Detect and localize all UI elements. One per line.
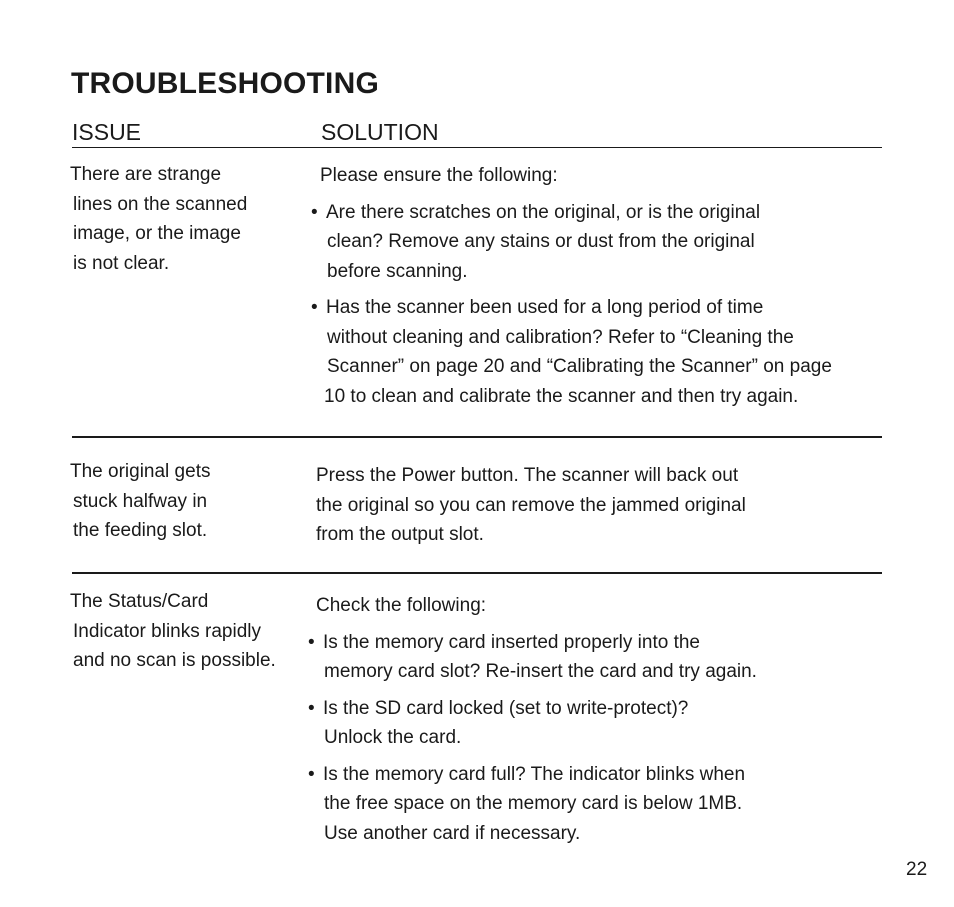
issue-cell [70, 160, 310, 278]
bullet-line: Are there scratches on the original, or is the original [326, 201, 761, 223]
issue-line: image, or the image [73, 223, 241, 244]
solution-bullet [308, 628, 757, 687]
page-number: 22 [906, 859, 928, 880]
issue-line: is not clear. [73, 252, 170, 274]
issue-line: stuck halfway in [73, 490, 208, 512]
bullet-line: Is the memory card inserted properly into the [323, 631, 701, 653]
bullet-line: clean? Remove any stains or dust from the original [327, 231, 755, 252]
solution-bullet [311, 198, 832, 287]
bullet-line: 10 to clean and calibrate the scanner and then try again. [324, 385, 799, 407]
bullet-line: Is the SD card locked (set to write-protect)? [323, 697, 689, 719]
solution-bullet [311, 293, 832, 411]
bullet-line: before scanning. [327, 260, 468, 282]
issue-line: The original gets [70, 461, 211, 482]
issue-line: The Status/Card [70, 591, 209, 612]
bullet-line: memory card slot? Re-insert the card and try again. [324, 661, 757, 682]
solution-column-header: SOLUTION [321, 119, 439, 145]
issue-column-header: ISSUE [72, 119, 142, 145]
bullet-glyph: • [311, 201, 318, 223]
bullet-glyph: • [308, 697, 315, 719]
bullet-line: Has the scanner been used for a long period of time [326, 297, 764, 318]
bullet-line: Scanner” on page 20 and “Calibrating the Scanner” on page [327, 356, 832, 377]
bullet-glyph: • [311, 297, 318, 318]
issue-cell [70, 457, 310, 546]
bullet-glyph: • [308, 631, 315, 653]
issue-line: Indicator blinks rapidly [73, 620, 261, 642]
bullet-line: without cleaning and calibration? Refer to “Cleaning the [327, 326, 794, 348]
solution-intro: Check the following: [316, 595, 487, 616]
bullet-glyph: • [308, 763, 315, 785]
solution-cell [308, 591, 757, 848]
solution-line: the original so you can remove the jammed original [316, 494, 746, 516]
bullet-line: the free space on the memory card is below 1MB. [324, 793, 743, 814]
issue-line: the feeding slot. [73, 520, 208, 541]
bullet-line: Unlock the card. [324, 727, 462, 748]
solution-line: from the output slot. [316, 524, 484, 545]
solution-bullet [308, 760, 757, 849]
issue-line: and no scan is possible. [73, 650, 276, 671]
solution-line: Press the Power button. The scanner will back out [316, 465, 739, 486]
row-divider [72, 436, 882, 438]
header-divider [72, 147, 882, 148]
issue-cell [70, 587, 310, 676]
bullet-line: Is the memory card full? The indicator blinks when [323, 763, 746, 785]
row-divider [72, 572, 882, 574]
page-title: TROUBLESHOOTING [71, 67, 379, 100]
solution-cell [311, 161, 832, 411]
solution-cell [316, 461, 746, 550]
solution-intro: Please ensure the following: [320, 165, 558, 186]
issue-line: lines on the scanned [73, 193, 248, 215]
bullet-line: Use another card if necessary. [324, 822, 581, 844]
issue-line: There are strange [70, 164, 222, 185]
solution-bullet [308, 694, 757, 753]
